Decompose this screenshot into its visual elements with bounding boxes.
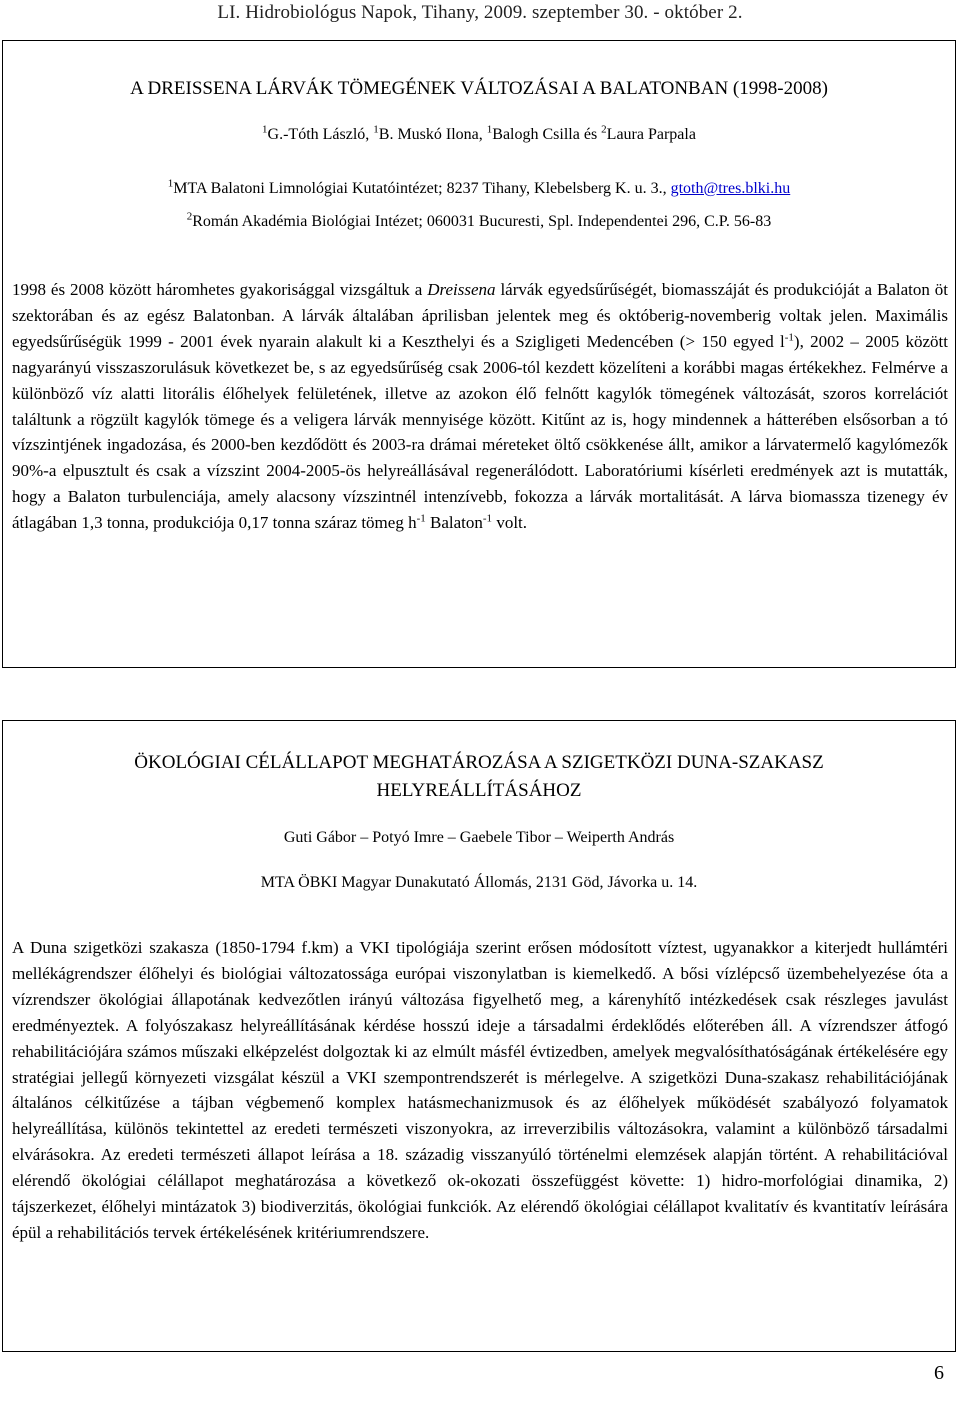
abstract-1-body: [12, 277, 948, 536]
abstract-2-affiliation: MTA ÖBKI Magyar Dunakutató Állomás, 2131 Göd, Jávorka u. 14.: [260, 874, 698, 891]
unit-exponent: -1: [416, 512, 426, 525]
running-header: LI. Hidrobiológus Napok, Tihany, 2009. szeptember 30. - október 2.: [217, 2, 743, 23]
abstract-1-title: A DREISSENA LÁRVÁK TÖMEGÉNEK VÁLTOZÁSAI A BALATONBAN (1998-2008): [130, 78, 828, 99]
body-text: 1998 és 2008 között háromhetes gyakorisággal vizsgáltuk a: [12, 280, 428, 299]
body-text: lárvák egyedsűrűségét, biomasszáját és produkcióját a Balaton öt szektorában és az egész Balatonban. A lárvák általában áprilisban jelentek meg és októberig-novemberig voltak jelen. Maximális egyedsűrűségük 1999 - 2001 évek nyarain alakult ki a Keszthelyi és a Szigligeti Medencében (> 150 egyed l: [12, 280, 949, 351]
abstract-1-authors: [3, 123, 955, 144]
abstract-2-title: [3, 749, 955, 805]
title-line-1: ÖKOLÓGIAI CÉLÁLLAPOT MEGHATÁROZÁSA A SZIGETKÖZI DUNA-SZAKASZ: [134, 752, 824, 773]
body-text: volt.: [492, 513, 528, 533]
abstract-2-body: A Duna szigetközi szakasza (1850-1794 f.km) a VKI tipológiája szerint erősen módosított víztest, ugyanakkor a kiterjedt hullámtéri mellékágrendszer élőhelyi és biológiai változatossága európai viszonylatban is kiemelkedő. A bősi vízlépcső üzembehelyezése óta a vízrendszer ökológiai állapotának kedvezőtlen irányú változása figyelhető meg, a kárenyhítő intézkedések csak részleges javulást eredményeztek. A folyószakasz helyreállításának kérdése hosszú ideje a társadalmi érdeklődés előterében áll. A vízrendszer átfogó rehabilitációjára számos műszaki elképzelést dolgoztak ki az elmúlt másfél évtizedben, amelyek megvalósíthatóságának értékelésére egy stratégiai jellegű környezeti vizsgálat készül a VKI szempontrendszerét is mérlegelve. A szigetközi Duna-szakasz rehabilitációjának általános célkitűzése a tájban végbemenő komplex hatásmechanizmusok és az élőhelyek működését szabályozó folyamatok helyreállítása, különös tekintettel az eredeti természeti viszonyokra, az irreverzibilis változásokra, valamint a különböző társadalmi elvárásokra. Az eredeti természeti állapot leírása a 18. századig visszanyúló történelmi elemzések alapján történt. A rehabilitációval elérendő ökológiai célállapot meghatározása a következő ok-okozati összefüggést követte: 1) hidro-morfológiai dinamika, 2) tájszerkezet, élőhelyi mintázatok 3) biodiverzitás, ökológiai funkciók. Az elérendő ökológiai célállapot kvalitatív és kvantitatív leírására épül a rehabilitációs tervek értékelésének kritériumrendszere.: [12, 938, 948, 1242]
abstract-1-affiliation-1: [3, 177, 955, 198]
author-4: Laura Parpala: [606, 126, 696, 143]
affiliation-2-mark: 2: [186, 210, 193, 223]
abstract-1-affiliation-2: [3, 210, 955, 231]
author-2: B. Muskó Ilona,: [378, 126, 487, 143]
author-2-affil-mark: 1: [373, 123, 379, 136]
author-1: G.-Tóth László,: [267, 126, 374, 143]
abstract-2-authors: Guti Gábor – Potyó Imre – Gaebele Tibor – Weiperth András: [283, 829, 675, 846]
unit-exponent: -1: [784, 331, 794, 344]
abstract-box-2: [2, 720, 956, 1352]
abstract-box-1: [2, 40, 956, 668]
affiliation-1-mark: 1: [167, 177, 174, 190]
title-line-2: HELYREÁLLÍTÁSÁHOZ: [376, 780, 582, 801]
page-number: 6: [934, 1362, 944, 1384]
taxon-name: Dreissena: [427, 280, 496, 299]
email-link[interactable]: gtoth@tres.blki.hu: [670, 180, 791, 197]
author-3-affil-mark: 1: [486, 123, 493, 136]
author-1-affil-mark: 1: [262, 123, 268, 136]
body-text: ), 2002 – 2005 között nagyarányú visszaszorulásuk következet be, s az egyedsűrűség csak 2006-tól kezdett közelíteni a korábbi magas értékekhez. Felmérve a különböző víz alatti litorális élőhelyek felületének, illetve az azokon élő felnőtt kagylók tömegének változását, szoros korrelációt találtunk a rögzült kagylók tömege és a veligera lárvák mennyisége között. Kitűnt az is, hogy mindennek a hátterében elsősorban a tó vízszintjének ingadozása, és 2000-ben kezdődött és 2003-ra drámai méreteket öltő csökkenése állt, amikor a lárvatermelő kagylómezők 90%-a elpusztult és csak a vízszint 2004-2005-ös helyreállásával regenerálódott. Laboratóriumi kísérleti eredmények azt is mutatták, hogy a Balaton turbulenciája, amely alacsony vízszintnél intenzívebb, fokozza a lárvák mortalitását. A lárva biomassza tizenegy év átlagában 1,3 tonna, produkciója 0,17 tonna száraz tömeg h: [12, 331, 948, 533]
author-3: Balogh Csilla és: [492, 126, 602, 143]
affiliation-2-text: Román Akadémia Biológiai Intézet; 060031 Bucuresti, Spl. Independentei 296, C.P. 56-83: [192, 213, 772, 230]
author-4-affil-mark: 2: [601, 123, 607, 136]
unit-exponent: -1: [482, 512, 493, 525]
affiliation-1-text: MTA Balatoni Limnológiai Kutatóintézet; 8237 Tihany, Klebelsberg K. u. 3.,: [173, 180, 671, 197]
body-text: Balaton: [425, 513, 483, 533]
